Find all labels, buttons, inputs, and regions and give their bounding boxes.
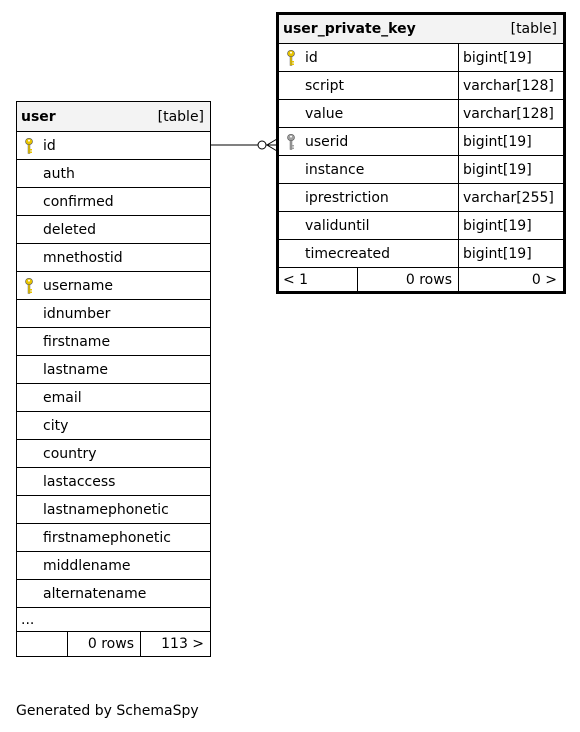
column-name-cell[interactable] bbox=[17, 412, 211, 440]
column-row[interactable] bbox=[278, 240, 565, 268]
column-row[interactable] bbox=[17, 524, 211, 552]
column-row[interactable] bbox=[278, 212, 565, 240]
column-name: lastname bbox=[43, 361, 108, 378]
no-key-spacer bbox=[21, 166, 37, 182]
no-key-spacer bbox=[21, 502, 37, 518]
column-name: lastaccess bbox=[43, 473, 116, 490]
column-name: instance bbox=[305, 161, 365, 178]
column-name-cell[interactable] bbox=[17, 356, 211, 384]
column-name-cell[interactable] bbox=[17, 300, 211, 328]
column-name: deleted bbox=[43, 221, 96, 238]
primary-key-icon bbox=[21, 137, 37, 155]
no-key-spacer bbox=[21, 586, 37, 602]
no-key-spacer bbox=[21, 474, 37, 490]
parents-link[interactable]: < 1 bbox=[278, 268, 358, 293]
column-name-cell[interactable] bbox=[17, 496, 211, 524]
children-link[interactable]: 113 > bbox=[141, 632, 211, 657]
column-row[interactable] bbox=[17, 468, 211, 496]
column-type: bigint[19] bbox=[459, 240, 565, 268]
column-row[interactable] bbox=[278, 100, 565, 128]
primary-key-icon bbox=[283, 49, 299, 67]
column-name-cell[interactable] bbox=[278, 240, 459, 268]
column-name: script bbox=[305, 77, 345, 94]
column-row[interactable] bbox=[17, 496, 211, 524]
column-row[interactable] bbox=[17, 216, 211, 244]
column-row[interactable] bbox=[17, 384, 211, 412]
primary-key-icon bbox=[21, 277, 37, 295]
table-header[interactable] bbox=[17, 102, 211, 132]
column-name-cell[interactable] bbox=[17, 524, 211, 552]
no-key-spacer bbox=[21, 446, 37, 462]
parents-link[interactable] bbox=[17, 632, 68, 657]
column-name: validuntil bbox=[305, 217, 370, 234]
table-user-private-key[interactable] bbox=[276, 12, 566, 294]
column-row[interactable] bbox=[17, 356, 211, 384]
column-name-cell[interactable] bbox=[17, 132, 211, 160]
column-type: varchar[128] bbox=[459, 72, 565, 100]
no-key-spacer bbox=[283, 190, 299, 206]
no-key-spacer bbox=[283, 162, 299, 178]
column-type: bigint[19] bbox=[459, 212, 565, 240]
column-row[interactable] bbox=[278, 184, 565, 212]
column-name-cell[interactable] bbox=[17, 440, 211, 468]
children-link[interactable]: 0 > bbox=[459, 268, 565, 293]
no-key-spacer bbox=[283, 218, 299, 234]
more-columns-ellipsis[interactable]: ... bbox=[17, 608, 211, 632]
row-count: 0 rows bbox=[358, 268, 459, 293]
column-type: bigint[19] bbox=[459, 44, 565, 72]
column-name: middlename bbox=[43, 557, 131, 574]
no-key-spacer bbox=[283, 246, 299, 262]
column-row[interactable] bbox=[17, 272, 211, 300]
no-key-spacer bbox=[21, 250, 37, 266]
no-key-spacer bbox=[21, 418, 37, 434]
column-name: userid bbox=[305, 133, 349, 150]
column-row[interactable] bbox=[17, 440, 211, 468]
column-name-cell[interactable] bbox=[17, 216, 211, 244]
column-name-cell[interactable] bbox=[17, 552, 211, 580]
column-name-cell[interactable] bbox=[17, 384, 211, 412]
column-name-cell[interactable] bbox=[17, 468, 211, 496]
column-row[interactable] bbox=[278, 44, 565, 72]
column-type: bigint[19] bbox=[459, 128, 565, 156]
no-key-spacer bbox=[283, 106, 299, 122]
more-columns-row[interactable] bbox=[17, 608, 211, 632]
column-name: email bbox=[43, 389, 82, 406]
column-name-cell[interactable] bbox=[17, 272, 211, 300]
table-user[interactable] bbox=[16, 101, 211, 657]
column-row[interactable] bbox=[278, 128, 565, 156]
column-row[interactable] bbox=[278, 156, 565, 184]
column-row[interactable] bbox=[17, 132, 211, 160]
table-footer bbox=[17, 632, 211, 657]
column-type: varchar[128] bbox=[459, 100, 565, 128]
column-name-cell[interactable] bbox=[278, 156, 459, 184]
column-row[interactable] bbox=[17, 160, 211, 188]
column-name: firstname bbox=[43, 333, 111, 350]
column-name-cell[interactable] bbox=[278, 44, 459, 72]
column-name: alternatename bbox=[43, 585, 147, 602]
no-key-spacer bbox=[21, 530, 37, 546]
column-name: confirmed bbox=[43, 193, 114, 210]
table-footer bbox=[278, 268, 565, 293]
column-row[interactable] bbox=[278, 72, 565, 100]
column-name: id bbox=[43, 137, 56, 154]
column-name-cell[interactable] bbox=[278, 212, 459, 240]
column-name: username bbox=[43, 277, 113, 294]
column-name: idnumber bbox=[43, 305, 111, 322]
no-key-spacer bbox=[21, 222, 37, 238]
column-row[interactable] bbox=[17, 552, 211, 580]
table-header[interactable] bbox=[278, 14, 565, 44]
column-name-cell[interactable] bbox=[278, 72, 459, 100]
column-name-cell[interactable] bbox=[278, 100, 459, 128]
column-type: bigint[19] bbox=[459, 156, 565, 184]
column-name: value bbox=[305, 105, 344, 122]
column-name-cell[interactable] bbox=[17, 160, 211, 188]
column-row[interactable] bbox=[17, 244, 211, 272]
column-name-cell[interactable] bbox=[17, 244, 211, 272]
no-key-spacer bbox=[21, 306, 37, 322]
no-key-spacer bbox=[21, 334, 37, 350]
column-name-cell[interactable] bbox=[17, 328, 211, 356]
column-row[interactable] bbox=[17, 412, 211, 440]
column-name: city bbox=[43, 417, 69, 434]
column-name: country bbox=[43, 445, 97, 462]
column-name: auth bbox=[43, 165, 75, 182]
column-name: iprestriction bbox=[305, 189, 389, 206]
table-name: user_private_key bbox=[283, 21, 416, 37]
column-row[interactable] bbox=[17, 188, 211, 216]
table-type-label: [table] bbox=[510, 21, 557, 37]
column-row[interactable] bbox=[17, 300, 211, 328]
no-key-spacer bbox=[21, 194, 37, 210]
column-name: mnethostid bbox=[43, 249, 123, 266]
column-name-cell[interactable] bbox=[278, 128, 459, 156]
no-key-spacer bbox=[21, 558, 37, 574]
column-name: timecreated bbox=[305, 245, 390, 262]
table-name: user bbox=[21, 108, 56, 125]
column-name: lastnamephonetic bbox=[43, 501, 169, 518]
no-key-spacer bbox=[283, 78, 299, 94]
column-row[interactable] bbox=[17, 328, 211, 356]
row-count: 0 rows bbox=[68, 632, 141, 657]
column-name-cell[interactable] bbox=[278, 184, 459, 212]
table-type-label: [table] bbox=[157, 108, 205, 125]
column-name-cell[interactable] bbox=[17, 188, 211, 216]
foreign-key-icon bbox=[283, 133, 299, 151]
no-key-spacer bbox=[21, 390, 37, 406]
generated-by-label: Generated by SchemaSpy bbox=[16, 703, 199, 719]
zero-optional-marker bbox=[258, 141, 266, 149]
column-type: varchar[255] bbox=[459, 184, 565, 212]
no-key-spacer bbox=[21, 362, 37, 378]
column-row[interactable] bbox=[17, 580, 211, 608]
column-name: firstnamephonetic bbox=[43, 529, 171, 546]
column-name: id bbox=[305, 49, 318, 66]
column-name-cell[interactable] bbox=[17, 580, 211, 608]
